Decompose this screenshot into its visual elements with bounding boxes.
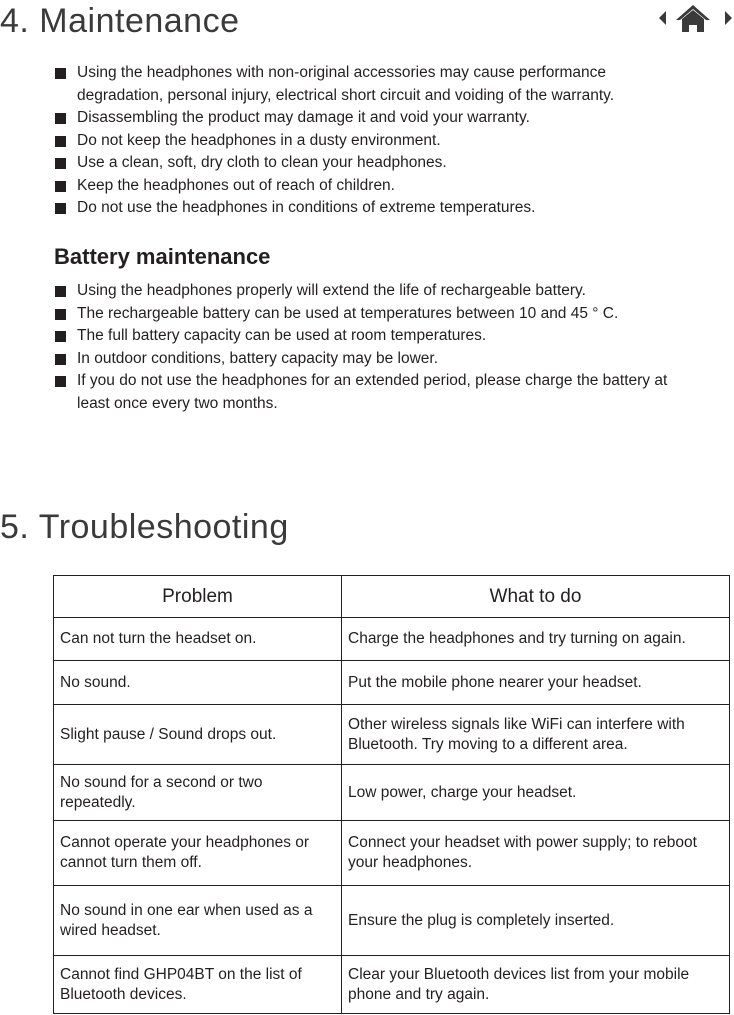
list-item: Using the headphones properly will extend the life of rechargeable battery. bbox=[54, 280, 687, 303]
list-item: Use a clean, soft, dry cloth to clean your headphones. bbox=[54, 152, 687, 175]
table-row bbox=[54, 705, 730, 765]
solution-cell: Put the mobile phone nearer your headset. bbox=[342, 661, 730, 705]
problem-cell: No sound for a second or two repeatedly. bbox=[54, 765, 342, 821]
home-icon[interactable] bbox=[676, 5, 710, 32]
list-item: Do not keep the headphones in a dusty environment. bbox=[54, 130, 687, 153]
solution-cell: Low power, charge your headset. bbox=[342, 765, 730, 821]
problem-cell: Slight pause / Sound drops out. bbox=[54, 705, 342, 765]
header-what-to-do: What to do bbox=[342, 576, 730, 618]
solution-cell: Clear your Bluetooth devices list from your mobile phone and try again. bbox=[342, 956, 730, 1014]
list-item: The rechargeable battery can be used at temperatures between 10 and 45 ° C. bbox=[54, 303, 687, 326]
battery-heading: Battery maintenance bbox=[54, 244, 271, 269]
list-item: Do not use the headphones in conditions of extreme temperatures. bbox=[54, 197, 687, 220]
list-item: The full battery capacity can be used at room temperatures. bbox=[54, 325, 687, 348]
prev-page-icon[interactable] bbox=[659, 11, 666, 25]
list-item: Disassembling the product may damage it and void your warranty. bbox=[54, 107, 687, 130]
problem-cell: Can not turn the headset on. bbox=[54, 618, 342, 661]
problem-cell: No sound in one ear when used as a wired headset. bbox=[54, 886, 342, 956]
maintenance-list bbox=[54, 62, 687, 220]
table-header-row bbox=[54, 576, 730, 618]
table-row bbox=[54, 765, 730, 821]
list-item: Keep the headphones out of reach of children. bbox=[54, 175, 687, 198]
table-row bbox=[54, 618, 730, 661]
table-row bbox=[54, 821, 730, 886]
solution-cell: Other wireless signals like WiFi can interfere with Bluetooth. Try moving to a different area. bbox=[342, 705, 730, 765]
list-item: If you do not use the headphones for an extended period, please charge the battery at least once every two months. bbox=[54, 370, 687, 415]
table-row bbox=[54, 886, 730, 956]
solution-cell: Connect your headset with power supply; to reboot your headphones. bbox=[342, 821, 730, 886]
troubleshooting-table bbox=[53, 575, 730, 1014]
problem-cell: Cannot find GHP04BT on the list of Bluetooth devices. bbox=[54, 956, 342, 1014]
list-item: Using the headphones with non-original accessories may cause performance degradation, personal injury, electrical short circuit and voiding of the warranty. bbox=[54, 62, 687, 107]
problem-cell: No sound. bbox=[54, 661, 342, 705]
header-problem: Problem bbox=[54, 576, 342, 618]
maintenance-heading: 4. Maintenance bbox=[0, 2, 240, 40]
problem-cell: Cannot operate your headphones or cannot turn them off. bbox=[54, 821, 342, 886]
battery-list bbox=[54, 280, 687, 415]
list-item: In outdoor conditions, battery capacity may be lower. bbox=[54, 348, 687, 371]
next-page-icon[interactable] bbox=[725, 11, 732, 25]
table-row bbox=[54, 956, 730, 1014]
solution-cell: Ensure the plug is completely inserted. bbox=[342, 886, 730, 956]
solution-cell: Charge the headphones and try turning on again. bbox=[342, 618, 730, 661]
page-navigation bbox=[655, 4, 734, 32]
table-row bbox=[54, 661, 730, 705]
troubleshooting-heading: 5. Troubleshooting bbox=[0, 508, 289, 546]
